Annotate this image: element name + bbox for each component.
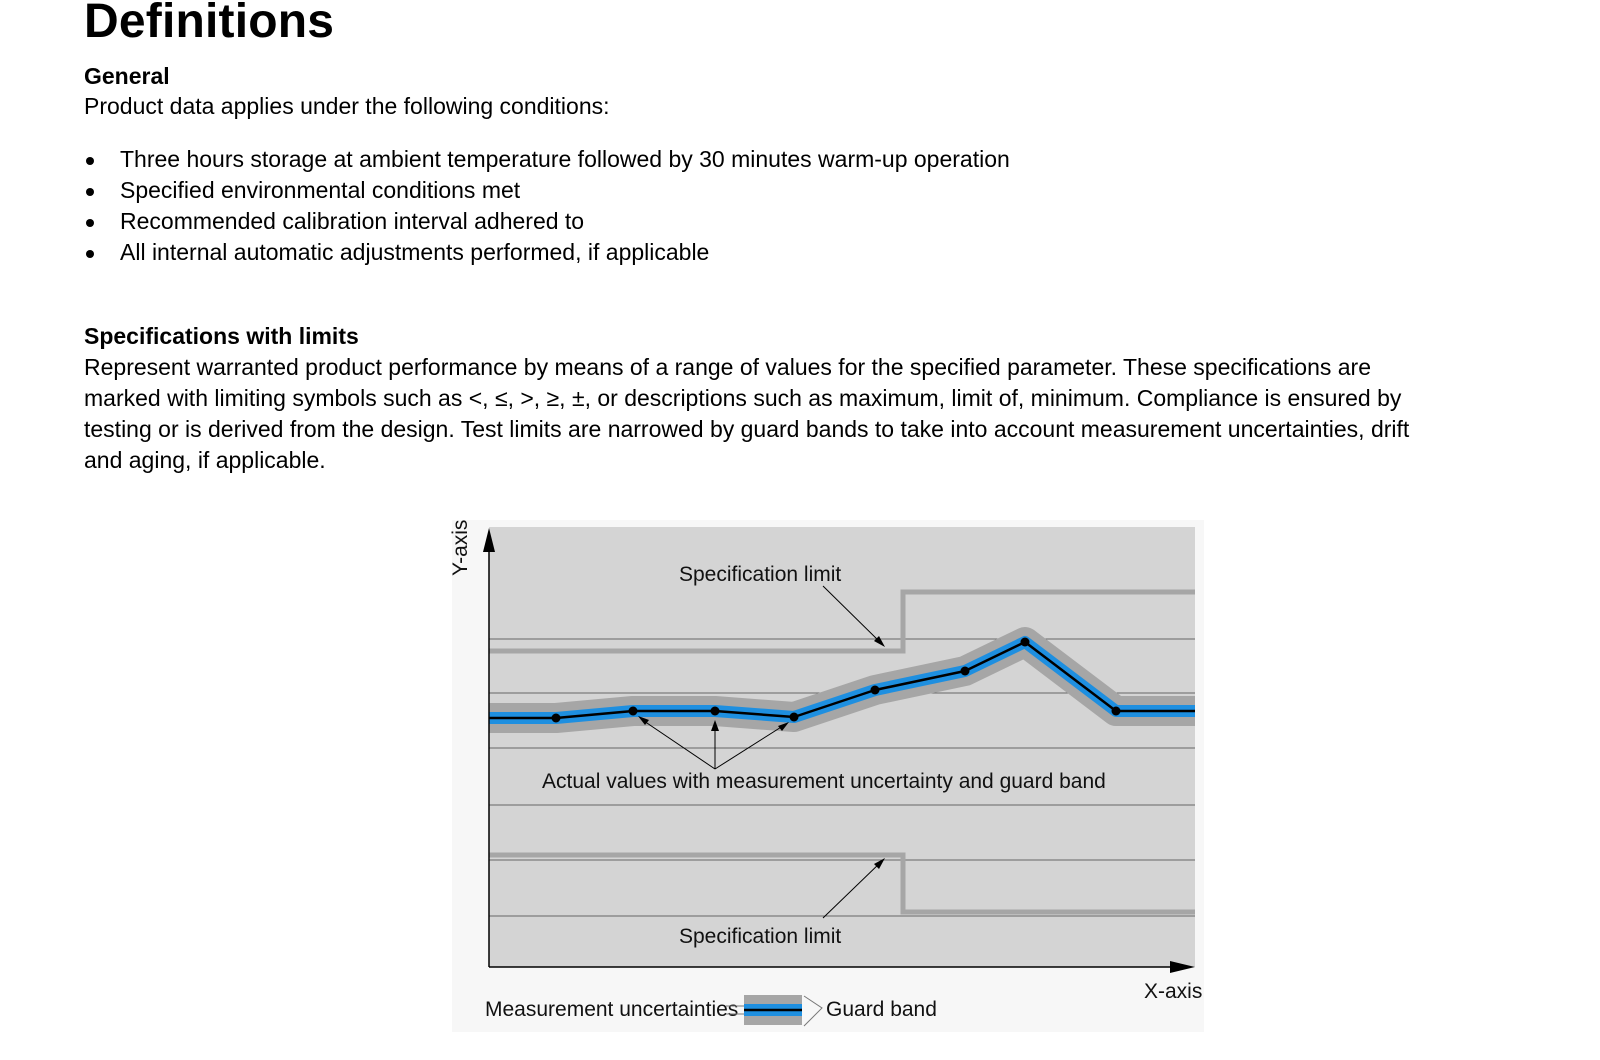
general-heading: General — [84, 63, 170, 89]
specs-heading: Specifications with limits — [84, 323, 359, 349]
list-item-text: Specified environmental conditions met — [120, 177, 521, 203]
list-item-text: All internal automatic adjustments performed, if applicable — [120, 239, 710, 265]
bullet-icon — [86, 157, 94, 165]
actual-value-point — [629, 707, 638, 716]
specs-body — [84, 352, 1409, 476]
bullet-icon — [86, 219, 94, 227]
actual-value-point — [711, 707, 720, 716]
specs-body-line: marked with limiting symbols such as <, ≤, >, ≥, ±, or descriptions such as maximum, limit of, minimum. Compliance is ensured by — [84, 385, 1402, 411]
specs-body-line: Represent warranted product performance by means of a range of values for the specified parameter. These specifications are — [84, 354, 1372, 380]
spec-limits-diagram — [449, 519, 1204, 1032]
legend-guard-band-label: Guard band — [826, 998, 937, 1021]
actual-value-point — [1021, 638, 1030, 647]
conditions-list — [84, 144, 1010, 268]
general-intro: Product data applies under the following conditions: — [84, 93, 610, 119]
lower-spec-limit-label: Specification limit — [679, 925, 842, 948]
actual-value-point — [1112, 707, 1121, 716]
actual-value-point — [552, 714, 561, 723]
actual-values-label: Actual values with measurement uncertainty and guard band — [542, 770, 1106, 793]
list-item — [84, 206, 1010, 237]
x-axis-label: X-axis — [1144, 980, 1203, 1003]
y-axis-label: Y-axis — [449, 519, 472, 576]
actual-value-point — [871, 686, 880, 695]
upper-spec-limit-label: Specification limit — [679, 563, 842, 586]
specs-body-line: and aging, if applicable. — [84, 447, 326, 473]
actual-value-point — [790, 713, 799, 722]
bullet-icon — [86, 188, 94, 196]
legend-uncertainty-label: Measurement uncertainties — [485, 998, 739, 1021]
list-item — [84, 144, 1010, 175]
list-item-text: Recommended calibration interval adhered to — [120, 208, 585, 234]
list-item — [84, 175, 1010, 206]
list-item — [84, 237, 1010, 268]
actual-value-point — [961, 667, 970, 676]
page-title: Definitions — [84, 0, 335, 48]
specs-body-line: testing or is derived from the design. Test limits are narrowed by guard bands to take into account measurement uncertainties, drift — [84, 416, 1410, 442]
list-item-text: Three hours storage at ambient temperature followed by 30 minutes warm-up operation — [120, 146, 1010, 172]
bullet-icon — [86, 250, 94, 258]
